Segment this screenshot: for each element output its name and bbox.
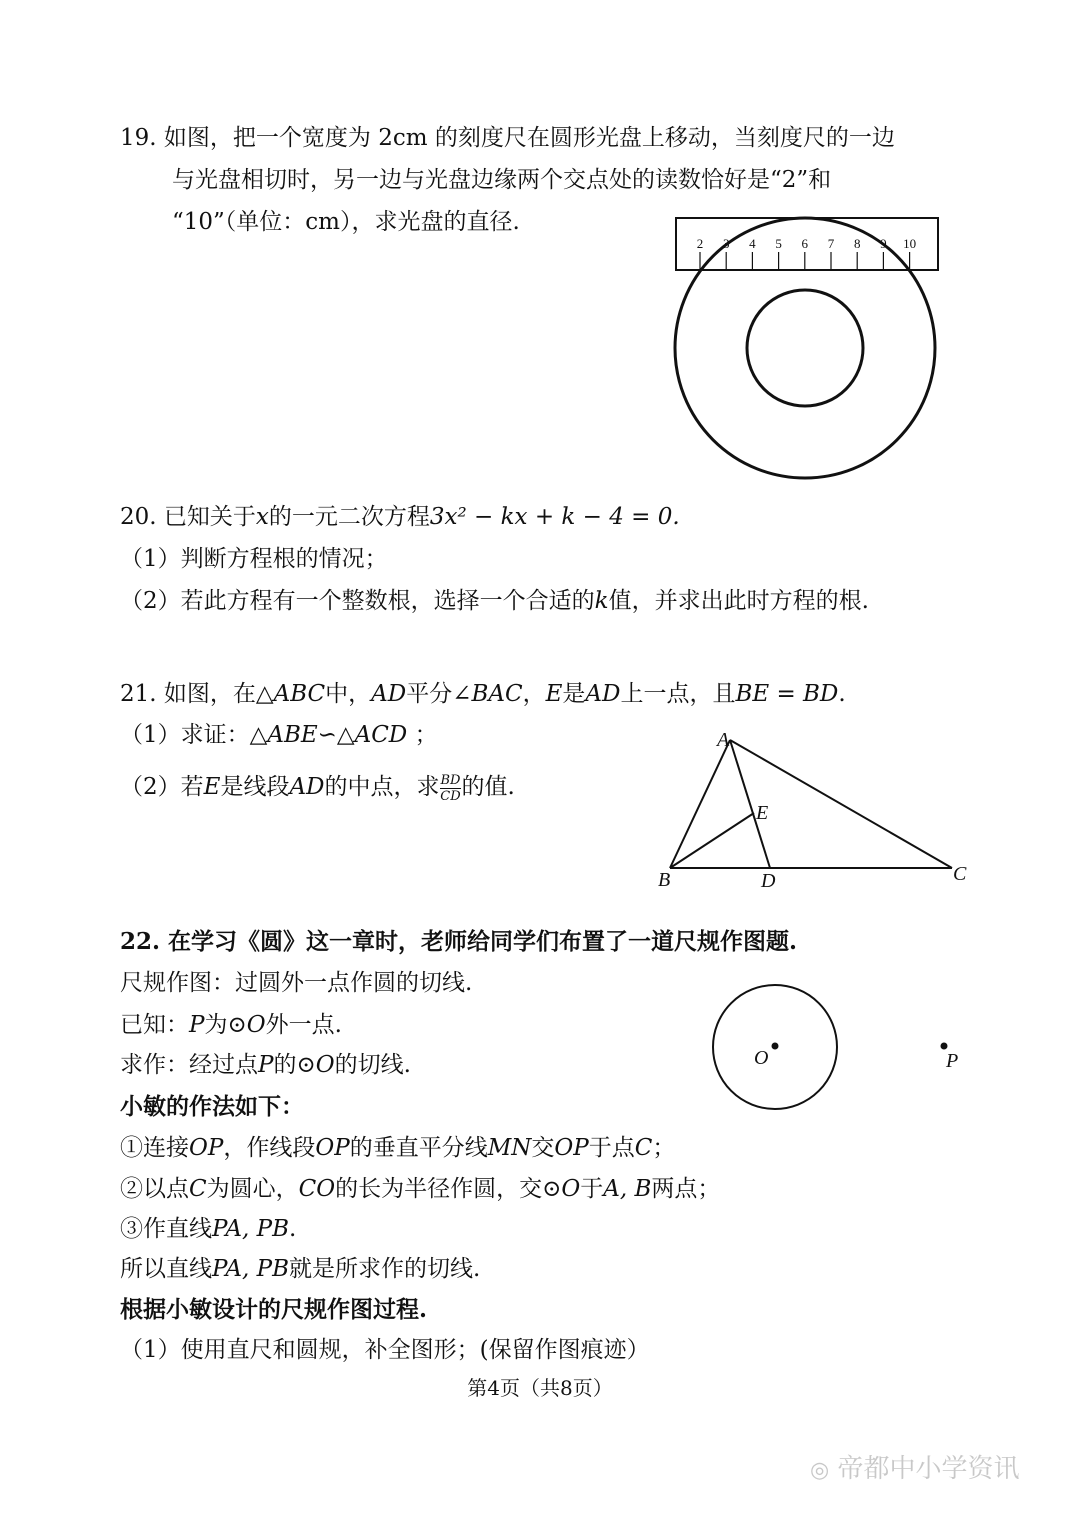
point-O-dot [772, 1043, 779, 1050]
q22-line-9: 根据小敏设计的尺规作图过程. [120, 1296, 428, 1323]
disc-inner-circle [747, 290, 863, 406]
ruler-tick-label: 3 [722, 236, 730, 251]
page-footer: 第4页（共8页） [467, 1376, 613, 1400]
label-P: P [946, 1050, 959, 1072]
q19-line-1: 19. 如图，把一个宽度为 2cm 的刻度尺在圆形光盘上移动，当刻度尺的一边 [120, 125, 895, 151]
label-E: E [756, 802, 769, 824]
q20-equation: 3x² − kx + k − 4 = 0. [429, 504, 680, 530]
q22-part-1: （1）使用直尺和圆规，补全图形；(保留作图痕迹） [120, 1337, 650, 1363]
q22-circle-figure [700, 980, 980, 1120]
q22-conclusion: 所以直线PA, PB就是所求作的切线. [120, 1256, 481, 1282]
ruler-tick-label: 8 [853, 236, 861, 251]
q22-step-2: ②以点C为圆心，CO的长为半径作圆，交⊙O于A, B两点； [120, 1176, 721, 1202]
q21-stem: 21. 如图，在△ABC中，AD平分∠BAC，E是AD上一点，且BE = BD. [120, 681, 846, 707]
q20-part-2: （2）若此方程有一个整数根，选择一个合适的k值，并求出此时方程的根. [120, 588, 869, 614]
label-O: O [754, 1047, 769, 1069]
point-P-dot [941, 1043, 948, 1050]
ruler-tick-label: 9 [880, 236, 887, 251]
q20-stem: 20. 已知关于x的一元二次方程3x² − kx + k − 4 = 0. [120, 504, 680, 530]
ruler-tick-label: 2 [696, 236, 704, 251]
q19-line-2: 与光盘相切时，另一边与光盘边缘两个交点处的读数恰好是“2”和 [172, 167, 832, 193]
q22-line-4: 小敏的作法如下： [120, 1093, 304, 1120]
label-A: A [717, 729, 730, 751]
q19-ruler-disc-figure [660, 210, 960, 490]
q19-line-3: “10”（单位：cm），求光盘的直径. [172, 209, 520, 235]
q22-line-2: 已知：P为⊙O外一点. [120, 1012, 342, 1038]
q21-triangle-figure [650, 725, 980, 895]
q21-part-1: （1）求证：△ABE∽△ACD ； [120, 722, 438, 748]
q22-step-3: ③作直线PA, PB. [120, 1216, 297, 1242]
q22-step-1: ①连接OP，作线段OP的垂直平分线MN交OP于点C； [120, 1135, 676, 1161]
watermark: ◎ 帝都中小学资讯 [810, 1454, 1020, 1484]
ruler-tick-label: 4 [749, 236, 756, 251]
q22-line-3: 求作：经过点P的⊙O的切线. [120, 1052, 411, 1078]
ruler-tick-label: 5 [775, 236, 782, 251]
q22-line-1: 尺规作图：过圆外一点作圆的切线. [120, 970, 473, 996]
ruler-tick-label: 10 [903, 236, 917, 251]
label-B: B [658, 869, 671, 891]
q21-part-2: （2）若E是线段AD的中点，求 $\frac{BD}{CD}$ 的值. [120, 772, 515, 804]
ruler-tick-label: 6 [801, 236, 809, 251]
label-C: C [953, 863, 967, 885]
label-D: D [761, 870, 776, 892]
q22-title: 22. 在学习《圆》这一章时，老师给同学们布置了一道尺规作图题. [120, 928, 798, 955]
ruler-tick-label: 7 [827, 236, 835, 251]
q21-fraction: $\frac{BD}{CD}$ [440, 772, 461, 804]
q20-part-1: （1）判断方程根的情况； [120, 546, 388, 572]
wechat-icon: ◎ [810, 1458, 830, 1483]
